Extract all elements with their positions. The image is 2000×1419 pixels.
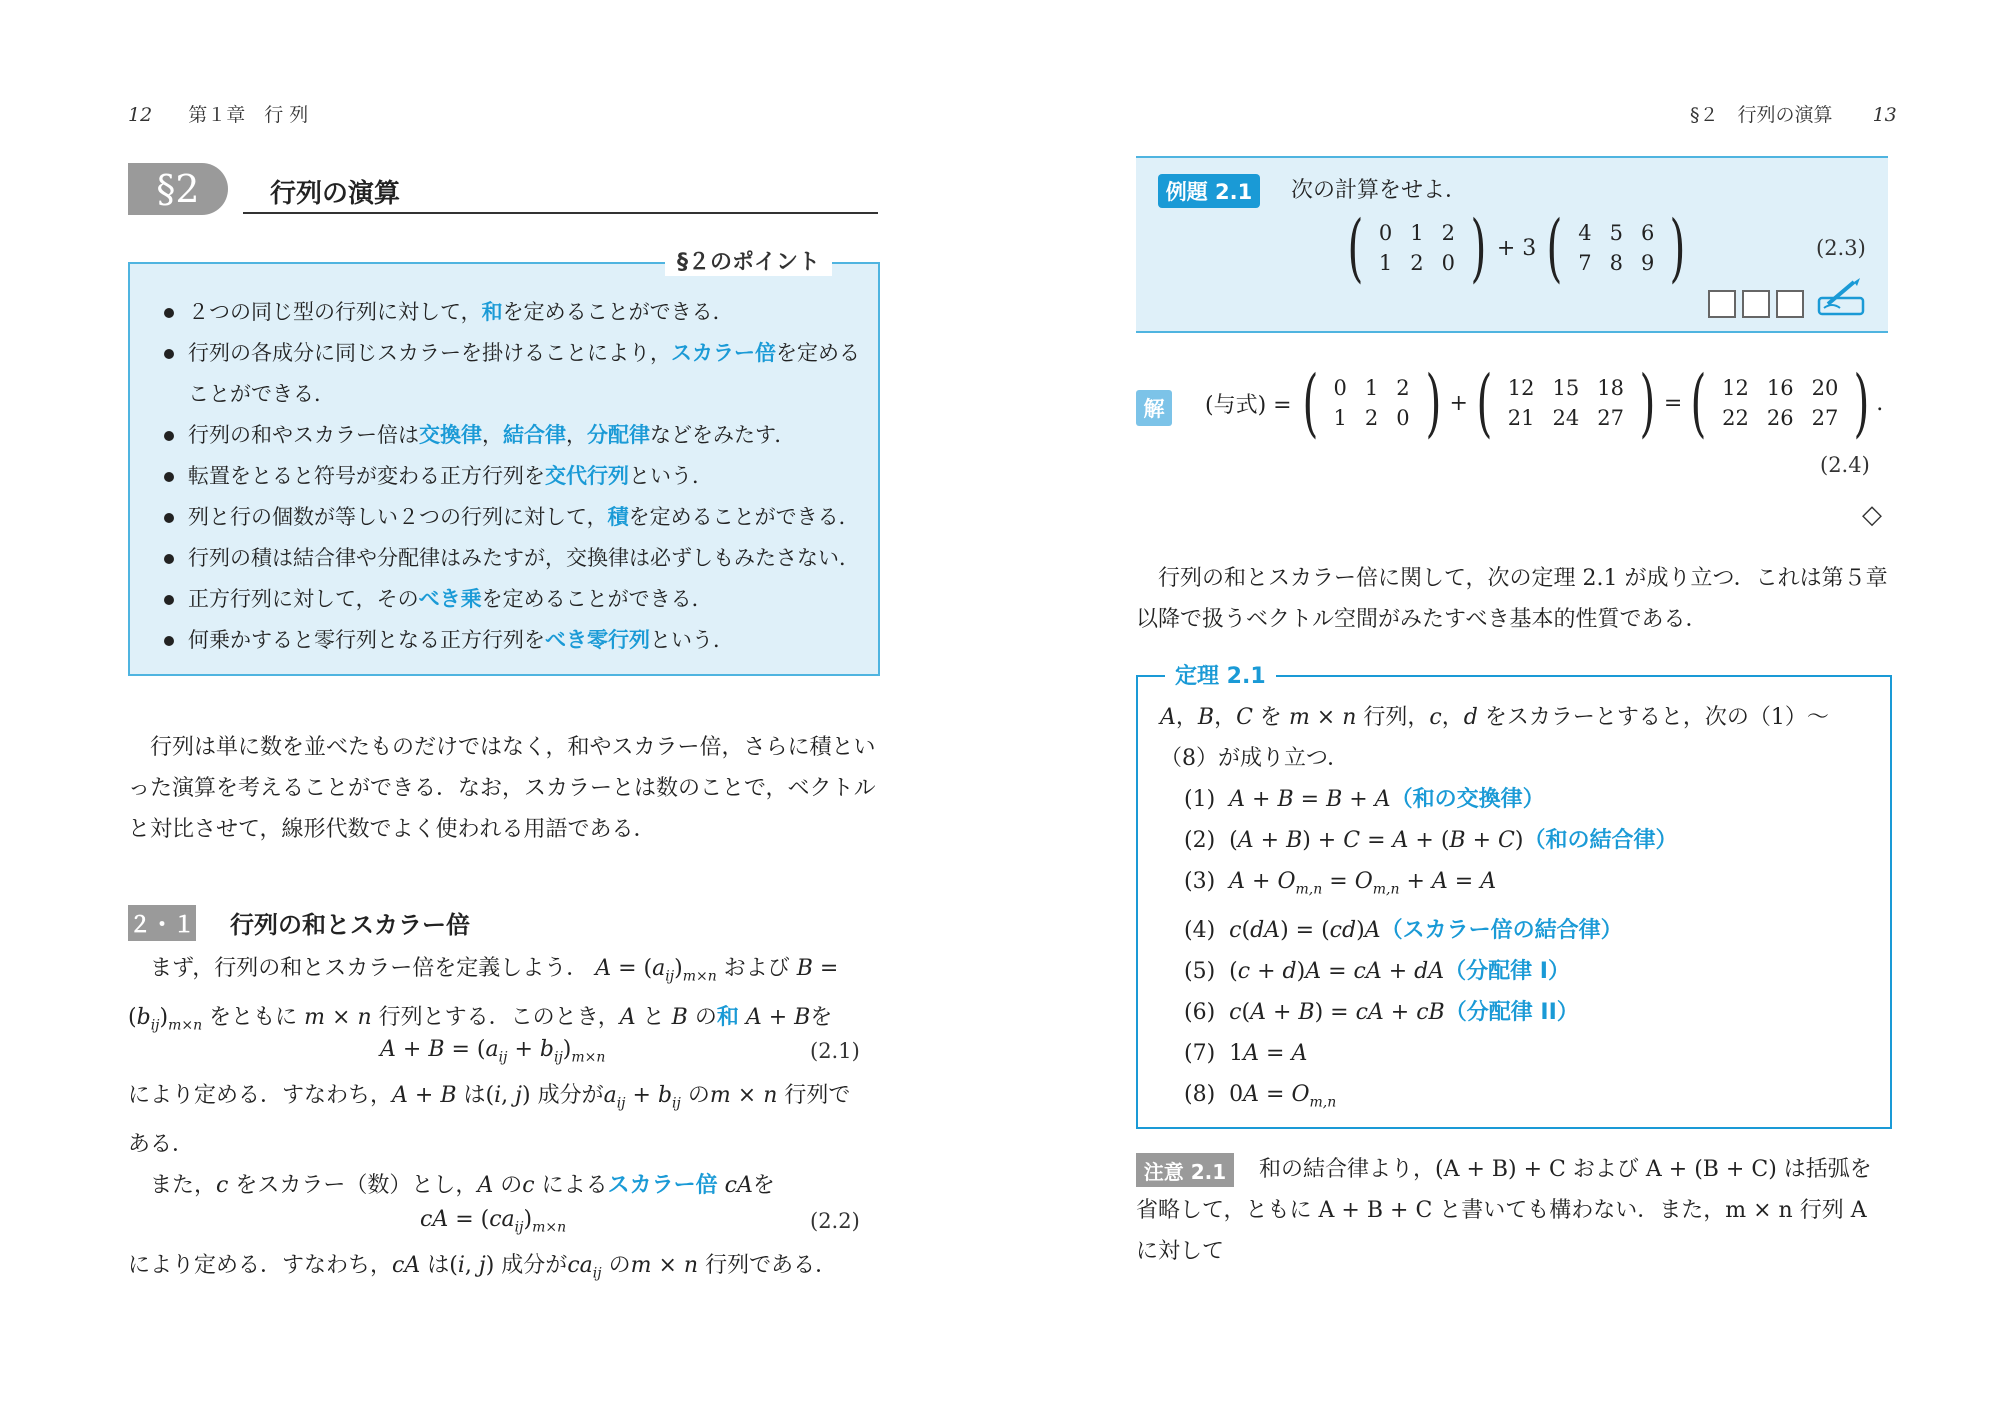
matrix: ( 12 16 20 22 26 27 ) <box>1690 360 1870 446</box>
definition-paragraph-2: により定める．すなわち，A + B は(i, j) 成分が$a_{ij} + b_{ij}$ のm × n 行列で ある． また，c をスカラー（数）とし，A のc によるスカラー倍 cAを <box>128 1083 851 1199</box>
theorem-item: (3) $A + O_{m,n} = O_{m,n} + A = A$ <box>1184 869 1497 898</box>
chapter-title: 第１章 行 列 <box>188 104 309 126</box>
points-box-title: §２のポイント <box>665 245 832 276</box>
section-badge: §2 <box>128 163 228 215</box>
equation-number: (2.1) <box>810 1039 860 1063</box>
theorem-item: (7) 1A = A <box>1184 1041 1308 1067</box>
theorem-item: (2) (A + B) + C = A + (B + C)（和の結合律） <box>1184 828 1678 853</box>
section-title: 行列の演算 <box>270 179 401 209</box>
checkbox-row <box>1708 290 1804 318</box>
point-item: 行列の和やスカラー倍は交換律，結合律，分配律などをみたす． <box>160 415 860 456</box>
point-item: 正方行列に対して，そのべき乗を定めることができる． <box>160 579 860 620</box>
point-item: 転置をとると符号が変わる正方行列を交代行列という． <box>160 456 860 497</box>
running-header-right <box>1690 100 1897 127</box>
solution-expression: (与式) = ( 0 1 2 1 2 0 ) + ( 12 15 18 21 24 27 ) = ( 12 16 20 22 26 27 ) . <box>1205 360 1884 446</box>
theorem-statement: A，B，C を m × n 行列，c，d をスカラーとすると，次の（1）～（8）が成り立つ． <box>1160 705 1829 771</box>
end-mark-icon: ◇ <box>1862 500 1882 530</box>
definition-paragraph: まず，行列の和とスカラー倍を定義しよう． $A = (a_{ij})_{m\times n}$ および B = $(b_{ij})_{m\times n}$ をともに m × n 行列とする．このとき，A と B の和 A + Bを <box>128 956 839 1034</box>
matrix: ( 12 15 18 21 24 27 ) <box>1476 360 1656 446</box>
solution-label: 解 <box>1136 390 1172 426</box>
theorem-box <box>1136 675 1892 1129</box>
definition-paragraph-3: により定める．すなわち，cA は(i, j) 成分が$ca_{ij}$ のm × n 行列である． <box>128 1253 838 1282</box>
point-item: 行列の各成分に同じスカラーを掛けることにより，スカラー倍を定めることができる． <box>160 333 860 415</box>
example-prompt: 次の計算をせよ． <box>1291 178 1468 203</box>
subsection-badge: ２・１ <box>128 905 196 941</box>
theorem-item: (4) c(dA) = (cd)A（スカラー倍の結合律） <box>1184 918 1623 944</box>
page-number: 13 <box>1872 104 1897 126</box>
point-item: 行列の積は結合律や分配律はみたすが，交換律は必ずしもみたさない． <box>160 538 860 579</box>
example-expression: ( 0 1 2 1 2 0 ) + 3 ( 4 5 6 7 8 9 ) <box>1341 213 1692 283</box>
example-label: 例題 2.1 <box>1158 174 1260 208</box>
matrix: ( 0 1 2 1 2 0 ) <box>1302 360 1441 446</box>
theorem-item: (5) (c + d)A = cA + dA（分配律 I） <box>1184 959 1570 985</box>
subsection-title: 行列の和とスカラー倍 <box>230 911 470 939</box>
section-underline <box>243 212 878 214</box>
intro-paragraph: 行列は単に数を並べたものだけではなく，和やスカラー倍，さらに積といった演算を考えることができる．なお，スカラーとは数のことで，ベクトルと対比させて，線形代数でよく使われる用語である． <box>128 735 876 842</box>
points-box <box>128 262 880 676</box>
theorem-title: 定理 2.1 <box>1165 659 1276 690</box>
progress-checkbox[interactable] <box>1742 290 1770 318</box>
progress-checkbox[interactable] <box>1708 290 1736 318</box>
right-page <box>1000 0 2000 1419</box>
example-box <box>1136 156 1888 333</box>
points-list <box>160 292 860 661</box>
equation-number: (2.4) <box>1820 453 1870 477</box>
pencil-hand-icon <box>1816 278 1868 320</box>
progress-checkbox[interactable] <box>1776 290 1804 318</box>
equation-2-2: cA = $(ca_{ij})_{m\times n}$ <box>420 1207 567 1236</box>
matrix: ( 0 1 2 1 2 0 ) <box>1347 205 1487 291</box>
equation-number: (2.2) <box>810 1209 860 1233</box>
note-label: 注意 2.1 <box>1136 1153 1234 1187</box>
theorem-item: (1) A + B = B + A（和の交換律） <box>1184 787 1545 812</box>
equation-number: (2.3) <box>1816 236 1866 260</box>
matrix: ( 4 5 6 7 8 9 ) <box>1546 205 1686 291</box>
theorem-items <box>1184 779 1677 1124</box>
point-item: ２つの同じ型の行列に対して，和を定めることができる． <box>160 292 860 333</box>
theorem-item: (8) $0A = O_{m,n}$ <box>1184 1082 1337 1111</box>
equation-2-1: $A + B = (a_{ij} + b_{ij})_{m\times n}$ <box>380 1037 606 1066</box>
page-number: 12 <box>128 104 153 126</box>
section-running-title: §２ 行列の演算 <box>1690 104 1833 126</box>
note-text: 和の結合律より，(A + B) + C および A + (B + C) は括弧を省略して，ともに A + B + C と書いても構わない．また，m × n 行列 A に対して <box>1136 1157 1872 1264</box>
theorem-item: (6) c(A + B) = cA + cB（分配律 II） <box>1184 1000 1579 1026</box>
theorem-intro-paragraph: 行列の和とスカラー倍に関して，次の定理 2.1 が成り立つ．これは第５章以降で扱うベクトル空間がみたすべき基本的性質である． <box>1136 566 1888 632</box>
point-item: 列と行の個数が等しい２つの行列に対して，積を定めることができる． <box>160 497 860 538</box>
point-item: 何乗かすると零行列となる正方行列をべき零行列という． <box>160 620 860 661</box>
running-header-left <box>128 100 308 127</box>
